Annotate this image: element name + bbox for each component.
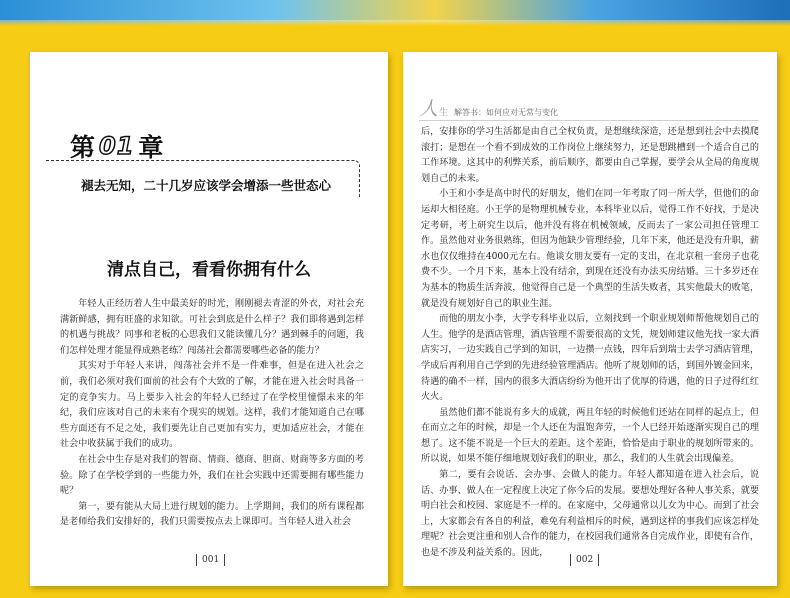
paragraph: 在社会中生存是对我们的智商、情商、德商、胆商、财商等多方面的考验。除了在学校学到的一些能力外，我们在社会实践中还需要拥有哪些能力呢？ xyxy=(60,454,364,497)
paragraph: 第二，要有会说话、会办事、会做人的能力。年轻人都知道在进入社会后，说话、办事、做人在一定程度上决定了你今后的发展。要想处理好各种人事关系，就要明白社会和校园、家庭是不一样的。在家庭中，父母通常以儿女为中心。而到了社会上，大家都会有各自的利益，难免有利益相斥的时候，遇到这样的事我们应该怎样处理呢？社会更注重和别人合作的能力，在校园我们通常各自完成作业，即使有合作，也是不涉及利益关系的。因此， xyxy=(421,470,759,559)
chapter-suffix: 章 xyxy=(138,133,164,162)
left-body-text xyxy=(60,297,364,531)
running-header-title: 解答书：如何应对无常与变化 xyxy=(454,108,559,117)
chapter-prefix: 第 xyxy=(70,133,96,162)
paragraph: 虽然他们都不能说有多大的成就，两且年轻的时候他们还站在同样的起点上，但在而立之年的时候，却是一个人还在为温饱奔劳，一个人已经开始逐渐实现自己的理想了。这不能不说是一个巨大的差距。这个差距，恰恰是由于职业的规划所带来的。所以说，如果不能仔细地规划好我们的职业，那么，我们的人生就会出现偏差。 xyxy=(421,407,759,465)
top-banner xyxy=(0,0,790,26)
paragraph: 小王和小李是高中时代的好朋友，他们在同一年考取了同一所大学，但他们的命运却大相径庭。小王学的是物理机械专业，本科毕业以后，觉得工作不好找，于是决定考研，考上研究生以后，他并没有将在机械领域，反而去了一家公司担任管理工作。虽然他对业务很熟练，但因为他缺少管理经验，几年下来，他还是没有升职，薪水也仅仅维持在4000元左右。他谈女朋友要有一定的支出，在北京租一套房子也花费不少。一个月下来，基本上没有结余，到现在还没有办法买房结婚。三十多岁还在为基本的物质生活奔波，他觉得自己是一个典型的生活失败者，其实他最大的败笔，就是没有规划好自己的职业生涯。 xyxy=(421,189,759,309)
left-page xyxy=(30,52,388,586)
paragraph: 而他的朋友小李，大学专科毕业以后，立刻找到一个职业规划师帮他规划自己的人生。他学的是酒店管理，酒店管理不需要很高的文凭，规划师建议他先找一家大酒店实习，一边实践自己学到的知识，一边攒一点钱，四年后到瑞士去学习酒店管理，学成后再利用自己学到的先进经验管理酒店。他听了规划师的话，到国外镀金回来，待遇的确不一样，国内的很多大酒店纷纷为他开出了优厚的待遇，他的日子过得红红火火。 xyxy=(421,314,759,403)
paragraph: 其实对于年轻人来讲，闯荡社会并不是一件难事，但是在进入社会之前，我们必须对我们面前的社会有个大致的了解，才能在进入社会时具备一定的竞争实力。马上要步入社会的年轻人已经过了在学校里憧憬未来的年纪，我们应该对自己的未来有个现实的规划。这样，我们才能知道自己在哪些方面还有不足之处，我们要先让自己更加有实力，更加适应社会，才能在社会中收获属于我们的成功。 xyxy=(60,361,364,450)
page-number: 002 xyxy=(570,554,599,566)
right-page xyxy=(403,52,777,586)
paragraph: 年轻人正经历着人生中最美好的时光，刚刚褪去青涩的外衣，对社会充满新鲜感，拥有旺盛的求知欲。可社会到底是什么样子？我们即将遇到怎样的机遇与挑战？同事和老板的心思我们又能读懂几分？遇到棘手的问题，我们怎样处理才能显得成熟老练？闯荡社会都需要哪些必备的能力？ xyxy=(60,299,364,356)
chapter-title: 褪去无知，二十几岁应该学会增添一些世态心 xyxy=(80,178,331,193)
running-header xyxy=(419,100,558,118)
book-logo-small: 生 xyxy=(439,108,449,118)
book-logo: 人 xyxy=(419,98,439,120)
section-title: 清点自己，看看你拥有什么 xyxy=(107,260,311,280)
chapter-number: 01 xyxy=(99,132,135,160)
paragraph-continuation: 后，安排你的学习生活都是由自己全权负责，是想继续深造，还是想到社会中去摸爬滚打；是想在一个看不到成效的工作岗位上继续努力，还是想跳槽到一个适合自己的工作环境。这其中的利弊关系，前后顺序，都要由自己掌握，要学会从全局的角度规划自己的未来。 xyxy=(421,127,759,184)
page-number: 001 xyxy=(196,554,225,566)
paragraph: 第一，要有能从大局上进行规划的能力。上学期间，我们的所有课程都是老师给我们安排好的，我们只需要按点去上课即可。当年轻人进入社会 xyxy=(60,501,364,528)
right-body-text xyxy=(421,125,759,562)
chapter-heading xyxy=(70,128,163,164)
header-rule xyxy=(419,120,759,121)
